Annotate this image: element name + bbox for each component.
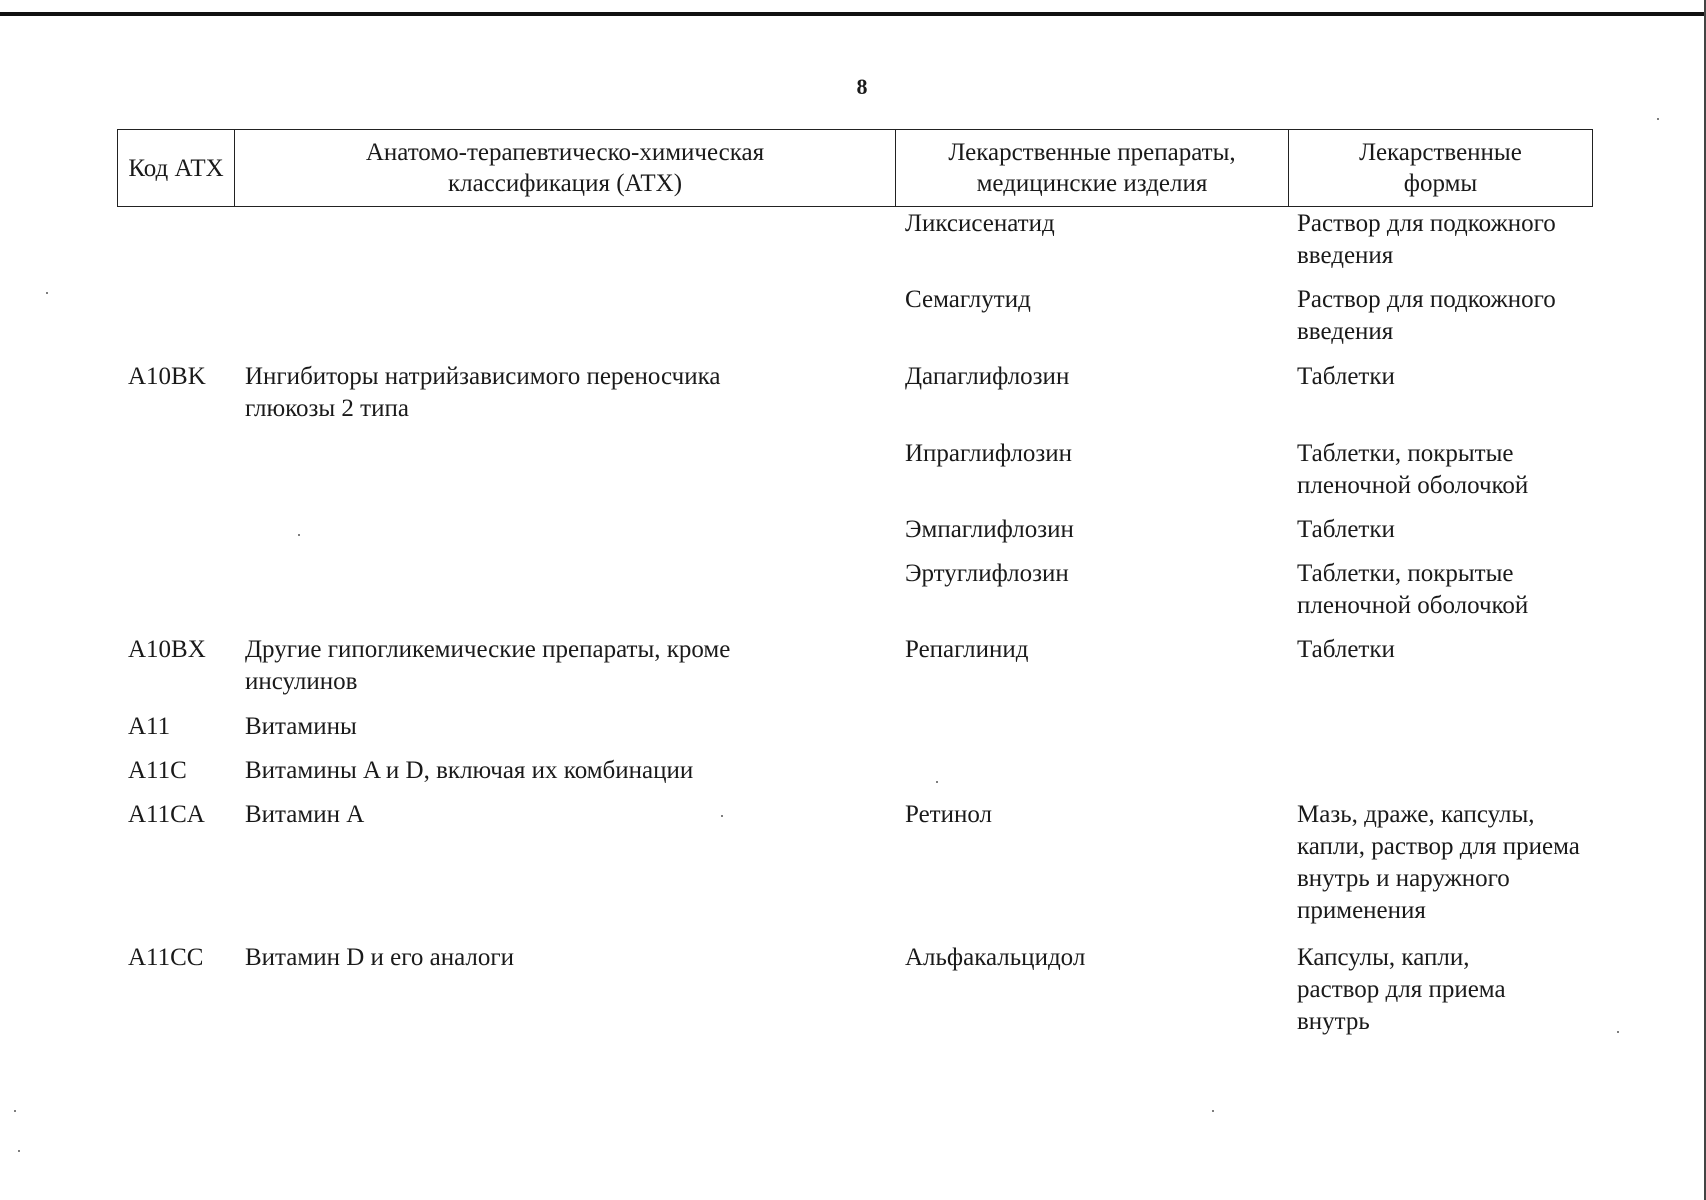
row-classification: Другие гипогликемические препараты, кроме инсулинов xyxy=(245,636,731,695)
row-drug: Ликсисенатид xyxy=(905,210,1055,237)
row-drug: Эмпаглифлозин xyxy=(905,516,1074,543)
row-form: Капсулы, капли, раствор для приема внутрь xyxy=(1297,944,1506,1035)
scan-speck xyxy=(721,815,723,817)
scan-speck xyxy=(46,292,48,294)
scan-speck xyxy=(18,1150,20,1152)
row-code: A11 xyxy=(128,713,171,740)
row-classification: Витамины A и D, включая их комбинации xyxy=(245,757,694,784)
row-drug: Эртуглифлозин xyxy=(905,560,1069,587)
scan-speck xyxy=(1212,1110,1214,1112)
table-header xyxy=(117,129,1593,207)
row-code: A10BK xyxy=(128,363,206,390)
row-form: Таблетки xyxy=(1297,363,1395,390)
header-classification: Анатомо-терапевтическо-химическая классификация (АТХ) xyxy=(235,130,896,206)
row-drug: Репаглинид xyxy=(905,636,1029,663)
row-form: Таблетки xyxy=(1297,516,1395,543)
row-classification: Витамин A xyxy=(245,801,365,828)
scan-speck xyxy=(1657,118,1659,120)
page-number: 8 xyxy=(856,74,868,99)
top-scan-border xyxy=(0,12,1706,16)
row-drug: Дапаглифлозин xyxy=(905,363,1070,390)
scan-speck xyxy=(298,534,300,536)
row-code: A11CC xyxy=(128,944,204,971)
row-drug: Ретинол xyxy=(905,801,992,828)
row-form: Раствор для подкожного введения xyxy=(1297,286,1556,345)
header-forms: Лекарственные формы xyxy=(1359,139,1522,197)
row-drug: Ипраглифлозин xyxy=(905,440,1073,467)
row-form: Раствор для подкожного введения xyxy=(1297,210,1556,269)
scan-speck xyxy=(14,1110,16,1112)
scan-speck xyxy=(936,781,938,783)
header-code: Код АТХ xyxy=(118,130,235,206)
row-form: Таблетки xyxy=(1297,636,1395,663)
row-drug: Семаглутид xyxy=(905,286,1031,313)
header-drugs: Лекарственные препараты, медицинские изделия xyxy=(896,130,1289,206)
row-classification: Ингибиторы натрийзависимого переносчика глюкозы 2 типа xyxy=(245,363,721,422)
row-code: A11CA xyxy=(128,801,205,828)
row-form: Мазь, драже, капсулы, капли, раствор для приема внутрь и наружного применения xyxy=(1297,801,1580,924)
scan-speck xyxy=(1617,1031,1619,1033)
row-form: Таблетки, покрытые пленочной оболочкой xyxy=(1297,440,1529,499)
row-form: Таблетки, покрытые пленочной оболочкой xyxy=(1297,560,1529,619)
row-code: A11C xyxy=(128,757,187,784)
row-classification: Витамины xyxy=(245,713,357,740)
row-code: A10BX xyxy=(128,636,206,663)
row-drug: Альфакальцидол xyxy=(905,944,1086,971)
row-classification: Витамин D и его аналоги xyxy=(245,944,515,971)
